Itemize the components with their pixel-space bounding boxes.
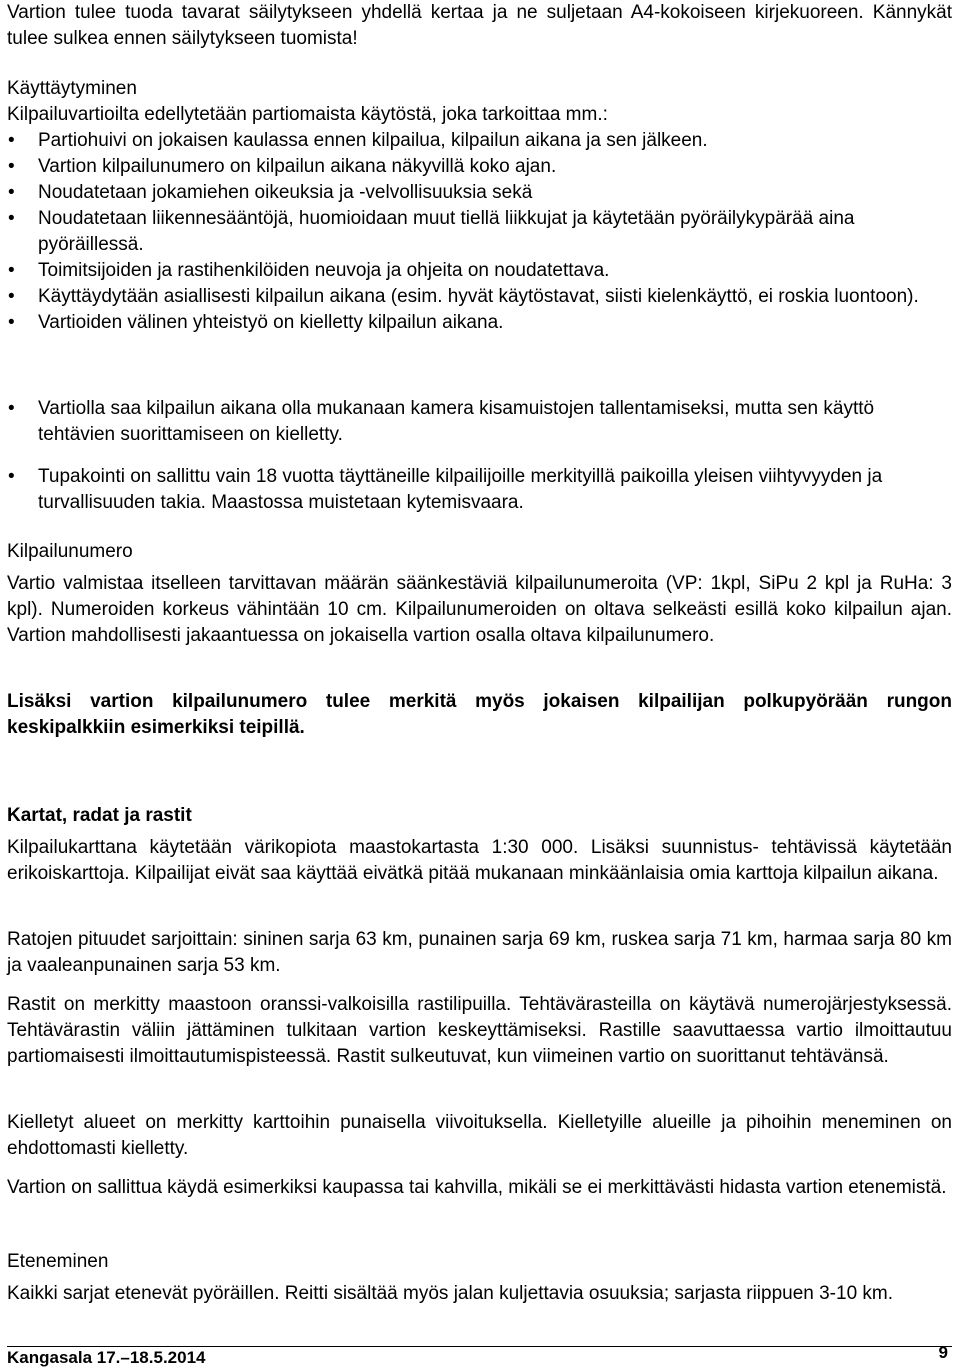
list-item: • Partiohuivi on jokaisen kaulassa ennen kilpailua, kilpailun aikana ja sen jälkeen. [7, 128, 952, 154]
number-bold-note: Lisäksi vartion kilpailunumero tulee merkitä myös jokaisen kilpailijan polkupyörään rungon keskipalkkiin esimerkiksi teipillä. [7, 691, 952, 738]
maps-paragraph-2: Ratojen pituudet sarjoittain: sininen sarja 63 km, punainen sarja 69 km, ruskea sarja 71 km, harmaa sarja 80 km ja vaaleanpunainen sarja 53 km. [7, 929, 952, 976]
progress-heading: Eteneminen [7, 1251, 109, 1272]
list-item: • Vartioiden välinen yhteistyö on kielletty kilpailun aikana. [7, 310, 952, 336]
number-heading: Kilpailunumero [7, 541, 133, 562]
footer-rule [7, 1346, 952, 1347]
behavior-heading: Käyttäytyminen [7, 78, 137, 99]
number-paragraph: Vartio valmistaa itselleen tarvittavan määrän säänkestäviä kilpailunumeroita (VP: 1kpl, SiPu 2 kpl ja RuHa: 3 kpl). Numeroiden korkeus vähintään 10 cm. Kilpailunumeroiden on oltava selkeästi esillä koko kilpailun ajan. Vartion mahdollisesti jakaantuessa on jokaisella vartion osalla oltava kilpailunumero. [7, 573, 952, 646]
list-item: • Noudatetaan jokamiehen oikeuksia ja -velvollisuuksia sekä [7, 180, 952, 206]
behavior-camera-list [7, 396, 952, 448]
progress-paragraph: Kaikki sarjat etenevät pyöräillen. Reitti sisältää myös jalan kuljettavia osuuksia; sarjasta riippuen 3-10 km. [7, 1283, 894, 1304]
maps-paragraph-3: Rastit on merkitty maastoon oranssi-valkoisilla rastilipuilla. Tehtävärasteilla on käytävä numerojärjestyksessä. Tehtävärastin väliin jättäminen tulkitaan vartion keskeyttämiseksi. Rastille saavuttaessa vartio ilmoittautuu partiomaisesti ilmoittautumispisteessä. Rastit sulkeutuvat, kun viimeinen vartio on suorittanut tehtävänsä. [7, 994, 952, 1067]
behavior-list [7, 128, 952, 336]
page-number: 9 [938, 1343, 948, 1362]
list-item: • Noudatetaan liikennesääntöjä, huomioidaan muut tiellä liikkujat ja käytetään pyöräilykypärää aina pyöräillessä. [7, 206, 952, 258]
list-item: • Toimitsijoiden ja rastihenkilöiden neuvoja ja ohjeita on noudatettava. [7, 258, 952, 284]
list-item: • Tupakointi on sallittu vain 18 vuotta täyttäneille kilpailijoille merkityillä paikoilla yleisen viihtyvyyden ja turvallisuuden takia. Maastossa muistetaan kytemisvaara. [7, 464, 952, 516]
maps-paragraph-5: Vartion on sallittua käydä esimerkiksi kaupassa tai kahvilla, mikäli se ei merkittävästi hidasta vartion etenemistä. [7, 1177, 947, 1198]
list-item: • Vartion kilpailunumero on kilpailun aikana näkyvillä koko ajan. [7, 154, 952, 180]
maps-heading: Kartat, radat ja rastit [7, 805, 192, 826]
behavior-lead: Kilpailuvartioilta edellytetään partiomaista käytöstä, joka tarkoittaa mm.: [7, 104, 608, 125]
maps-paragraph-4: Kielletyt alueet on merkitty karttoihin punaisella viivoituksella. Kielletyille alueille ja pihoihin meneminen on ehdottomasti kielletty. [7, 1112, 952, 1159]
behavior-smoking-list [7, 464, 952, 516]
list-item: • Käyttäydytään asiallisesti kilpailun aikana (esim. hyvät käytöstavat, siisti kielenkäyttö, ei roskia luontoon). [7, 284, 952, 310]
intro-paragraph: Vartion tulee tuoda tavarat säilytykseen yhdellä kertaa ja ne suljetaan A4-kokoiseen kirjekuoreen. Kännykät tulee sulkea ennen säilytykseen tuomista! [7, 2, 952, 49]
footer-event: Kangasala 17.–18.5.2014 [7, 1348, 206, 1367]
list-item: • Vartiolla saa kilpailun aikana olla mukanaan kamera kisamuistojen tallentamiseksi, mutta sen käyttö tehtävien suorittamiseen on kielletty. [7, 396, 952, 448]
maps-paragraph-1: Kilpailukarttana käytetään värikopiota maastokartasta 1:30 000. Lisäksi suunnistus- tehtävissä käytetään erikoiskarttoja. Kilpailijat eivät saa käyttää eivätkä pitää mukanaan minkäänlaisia omia karttoja kilpailun aikana. [7, 837, 952, 884]
